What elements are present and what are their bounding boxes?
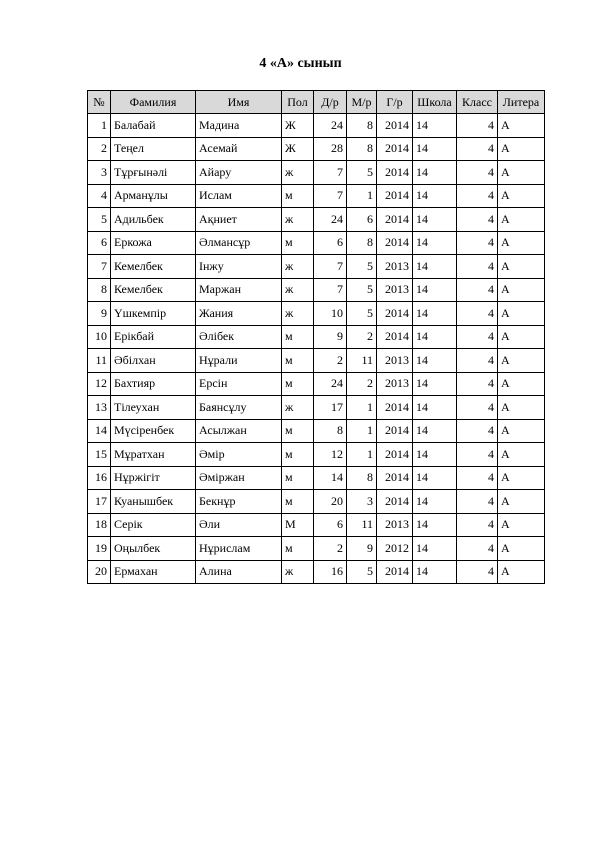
- cell-school: 14: [413, 372, 457, 396]
- cell-school: 14: [413, 255, 457, 279]
- cell-birth-day: 7: [314, 278, 347, 302]
- cell-school: 14: [413, 466, 457, 490]
- cell-name: Баянсұлу: [196, 396, 282, 420]
- cell-name: Ерсін: [196, 372, 282, 396]
- cell-name: Алина: [196, 560, 282, 584]
- cell-birth-day: 7: [314, 161, 347, 185]
- cell-number: 20: [88, 560, 111, 584]
- cell-birth-day: 20: [314, 490, 347, 514]
- cell-letter: А: [498, 255, 545, 279]
- cell-birth-month: 8: [347, 137, 377, 161]
- cell-sex: м: [282, 490, 314, 514]
- cell-birth-day: 7: [314, 255, 347, 279]
- cell-letter: А: [498, 419, 545, 443]
- cell-birth-year: 2013: [377, 372, 413, 396]
- table-row: [88, 137, 545, 161]
- cell-class: 4: [457, 419, 498, 443]
- cell-letter: А: [498, 396, 545, 420]
- cell-class: 4: [457, 184, 498, 208]
- cell-number: 3: [88, 161, 111, 185]
- cell-class: 4: [457, 208, 498, 232]
- cell-number: 6: [88, 231, 111, 255]
- cell-birth-month: 5: [347, 278, 377, 302]
- cell-sex: м: [282, 349, 314, 373]
- cell-number: 2: [88, 137, 111, 161]
- cell-birth-month: 5: [347, 255, 377, 279]
- cell-letter: А: [498, 302, 545, 326]
- cell-class: 4: [457, 537, 498, 561]
- cell-name: Әлмансұр: [196, 231, 282, 255]
- cell-school: 14: [413, 302, 457, 326]
- cell-name: Асылжан: [196, 419, 282, 443]
- cell-birth-month: 11: [347, 513, 377, 537]
- cell-birth-day: 9: [314, 325, 347, 349]
- cell-name: Асемай: [196, 137, 282, 161]
- cell-class: 4: [457, 137, 498, 161]
- table-row: [88, 349, 545, 373]
- cell-birth-year: 2014: [377, 137, 413, 161]
- cell-number: 8: [88, 278, 111, 302]
- cell-name: Айару: [196, 161, 282, 185]
- cell-sex: м: [282, 372, 314, 396]
- cell-birth-day: 2: [314, 349, 347, 373]
- cell-name: Нұрали: [196, 349, 282, 373]
- cell-birth-day: 24: [314, 208, 347, 232]
- table-row: [88, 396, 545, 420]
- cell-letter: А: [498, 537, 545, 561]
- cell-birth-year: 2014: [377, 443, 413, 467]
- cell-class: 4: [457, 325, 498, 349]
- cell-number: 18: [88, 513, 111, 537]
- cell-school: 14: [413, 278, 457, 302]
- cell-sex: ж: [282, 255, 314, 279]
- cell-surname: Тілеухан: [111, 396, 196, 420]
- cell-name: Нұрислам: [196, 537, 282, 561]
- cell-birth-month: 8: [347, 231, 377, 255]
- cell-birth-day: 12: [314, 443, 347, 467]
- cell-sex: м: [282, 466, 314, 490]
- cell-sex: Ж: [282, 114, 314, 138]
- cell-class: 4: [457, 255, 498, 279]
- cell-name: Әли: [196, 513, 282, 537]
- cell-birth-year: 2014: [377, 396, 413, 420]
- table-body: [88, 114, 545, 584]
- cell-letter: А: [498, 161, 545, 185]
- cell-sex: М: [282, 513, 314, 537]
- cell-sex: ж: [282, 208, 314, 232]
- cell-surname: Тұрғынәлі: [111, 161, 196, 185]
- cell-birth-day: 6: [314, 231, 347, 255]
- cell-birth-year: 2014: [377, 184, 413, 208]
- cell-surname: Серік: [111, 513, 196, 537]
- table-row: [88, 302, 545, 326]
- cell-name: Жания: [196, 302, 282, 326]
- cell-birth-month: 5: [347, 560, 377, 584]
- cell-name: Әлібек: [196, 325, 282, 349]
- cell-birth-year: 2012: [377, 537, 413, 561]
- cell-class: 4: [457, 560, 498, 584]
- header-birth-day: Д/р: [314, 91, 347, 114]
- cell-school: 14: [413, 161, 457, 185]
- cell-letter: А: [498, 443, 545, 467]
- cell-school: 14: [413, 349, 457, 373]
- cell-name: Ақниет: [196, 208, 282, 232]
- cell-birth-day: 6: [314, 513, 347, 537]
- cell-name: Мадина: [196, 114, 282, 138]
- cell-sex: м: [282, 419, 314, 443]
- cell-birth-year: 2014: [377, 114, 413, 138]
- cell-surname: Адильбек: [111, 208, 196, 232]
- cell-name: Інжу: [196, 255, 282, 279]
- cell-surname: Әбілхан: [111, 349, 196, 373]
- cell-school: 14: [413, 419, 457, 443]
- student-table: [87, 90, 545, 584]
- cell-letter: А: [498, 349, 545, 373]
- cell-sex: м: [282, 184, 314, 208]
- cell-birth-day: 16: [314, 560, 347, 584]
- cell-class: 4: [457, 466, 498, 490]
- header-name: Имя: [196, 91, 282, 114]
- table-row: [88, 537, 545, 561]
- header-class: Класс: [457, 91, 498, 114]
- cell-surname: Еркожа: [111, 231, 196, 255]
- cell-birth-year: 2014: [377, 302, 413, 326]
- cell-school: 14: [413, 396, 457, 420]
- table-header-row: [88, 91, 545, 114]
- cell-birth-year: 2014: [377, 231, 413, 255]
- cell-name: Әмір: [196, 443, 282, 467]
- cell-school: 14: [413, 208, 457, 232]
- cell-surname: Мұратхан: [111, 443, 196, 467]
- cell-birth-year: 2014: [377, 325, 413, 349]
- cell-name: Маржан: [196, 278, 282, 302]
- header-letter: Литера: [498, 91, 545, 114]
- cell-birth-month: 2: [347, 372, 377, 396]
- cell-letter: А: [498, 372, 545, 396]
- cell-sex: м: [282, 231, 314, 255]
- table-row: [88, 325, 545, 349]
- cell-birth-month: 1: [347, 443, 377, 467]
- cell-school: 14: [413, 537, 457, 561]
- cell-number: 11: [88, 349, 111, 373]
- cell-school: 14: [413, 231, 457, 255]
- cell-school: 14: [413, 560, 457, 584]
- cell-class: 4: [457, 443, 498, 467]
- cell-letter: А: [498, 184, 545, 208]
- header-surname: Фамилия: [111, 91, 196, 114]
- table-row: [88, 231, 545, 255]
- cell-number: 1: [88, 114, 111, 138]
- cell-surname: Ермахан: [111, 560, 196, 584]
- cell-surname: Кемелбек: [111, 278, 196, 302]
- cell-letter: А: [498, 513, 545, 537]
- cell-birth-month: 1: [347, 396, 377, 420]
- cell-birth-month: 2: [347, 325, 377, 349]
- cell-birth-month: 6: [347, 208, 377, 232]
- cell-number: 9: [88, 302, 111, 326]
- cell-letter: А: [498, 137, 545, 161]
- table-row: [88, 419, 545, 443]
- cell-birth-day: 10: [314, 302, 347, 326]
- table-row: [88, 372, 545, 396]
- table-row: [88, 161, 545, 185]
- table-row: [88, 443, 545, 467]
- cell-birth-month: 11: [347, 349, 377, 373]
- cell-birth-month: 5: [347, 302, 377, 326]
- cell-surname: Арманұлы: [111, 184, 196, 208]
- cell-birth-month: 1: [347, 419, 377, 443]
- cell-letter: А: [498, 278, 545, 302]
- cell-sex: ж: [282, 161, 314, 185]
- cell-number: 19: [88, 537, 111, 561]
- cell-class: 4: [457, 372, 498, 396]
- cell-birth-month: 1: [347, 184, 377, 208]
- cell-birth-year: 2014: [377, 161, 413, 185]
- cell-birth-day: 17: [314, 396, 347, 420]
- cell-class: 4: [457, 114, 498, 138]
- cell-surname: Теңел: [111, 137, 196, 161]
- cell-sex: м: [282, 325, 314, 349]
- cell-birth-day: 24: [314, 114, 347, 138]
- cell-birth-month: 3: [347, 490, 377, 514]
- cell-surname: Үшкемпір: [111, 302, 196, 326]
- cell-name: Бекнұр: [196, 490, 282, 514]
- cell-class: 4: [457, 396, 498, 420]
- cell-sex: ж: [282, 560, 314, 584]
- header-birth-month: М/р: [347, 91, 377, 114]
- cell-birth-year: 2014: [377, 466, 413, 490]
- cell-surname: Бахтияр: [111, 372, 196, 396]
- cell-surname: Кемелбек: [111, 255, 196, 279]
- cell-birth-day: 7: [314, 184, 347, 208]
- cell-number: 16: [88, 466, 111, 490]
- cell-number: 13: [88, 396, 111, 420]
- table-row: [88, 466, 545, 490]
- page-title: 4 «А» сынып: [259, 56, 342, 71]
- header-birth-year: Г/р: [377, 91, 413, 114]
- cell-sex: м: [282, 537, 314, 561]
- cell-letter: А: [498, 560, 545, 584]
- cell-birth-year: 2014: [377, 490, 413, 514]
- cell-class: 4: [457, 161, 498, 185]
- cell-surname: Мүсіренбек: [111, 419, 196, 443]
- cell-class: 4: [457, 349, 498, 373]
- cell-birth-year: 2014: [377, 208, 413, 232]
- table-row: [88, 278, 545, 302]
- cell-number: 15: [88, 443, 111, 467]
- cell-birth-year: 2013: [377, 513, 413, 537]
- cell-class: 4: [457, 513, 498, 537]
- cell-letter: А: [498, 231, 545, 255]
- cell-letter: А: [498, 466, 545, 490]
- table-row: [88, 490, 545, 514]
- cell-birth-month: 5: [347, 161, 377, 185]
- cell-school: 14: [413, 325, 457, 349]
- cell-sex: ж: [282, 396, 314, 420]
- cell-birth-month: 8: [347, 466, 377, 490]
- cell-birth-day: 24: [314, 372, 347, 396]
- cell-class: 4: [457, 302, 498, 326]
- table-row: [88, 184, 545, 208]
- cell-birth-year: 2014: [377, 560, 413, 584]
- cell-birth-day: 14: [314, 466, 347, 490]
- cell-sex: м: [282, 443, 314, 467]
- table-row: [88, 513, 545, 537]
- table-row: [88, 114, 545, 138]
- cell-school: 14: [413, 114, 457, 138]
- cell-number: 14: [88, 419, 111, 443]
- cell-letter: А: [498, 114, 545, 138]
- header-school: Школа: [413, 91, 457, 114]
- cell-number: 7: [88, 255, 111, 279]
- cell-surname: Оңылбек: [111, 537, 196, 561]
- cell-letter: А: [498, 490, 545, 514]
- cell-surname: Балабай: [111, 114, 196, 138]
- cell-letter: А: [498, 325, 545, 349]
- cell-birth-day: 8: [314, 419, 347, 443]
- cell-birth-month: 9: [347, 537, 377, 561]
- header-number: №: [88, 91, 111, 114]
- cell-number: 17: [88, 490, 111, 514]
- cell-name: Әміржан: [196, 466, 282, 490]
- cell-letter: А: [498, 208, 545, 232]
- cell-school: 14: [413, 443, 457, 467]
- cell-class: 4: [457, 278, 498, 302]
- cell-school: 14: [413, 184, 457, 208]
- cell-sex: Ж: [282, 137, 314, 161]
- cell-number: 4: [88, 184, 111, 208]
- cell-name: Ислам: [196, 184, 282, 208]
- table-row: [88, 560, 545, 584]
- cell-sex: ж: [282, 278, 314, 302]
- header-sex: Пол: [282, 91, 314, 114]
- cell-class: 4: [457, 231, 498, 255]
- cell-birth-year: 2014: [377, 419, 413, 443]
- cell-class: 4: [457, 490, 498, 514]
- cell-school: 14: [413, 490, 457, 514]
- cell-surname: Куанышбек: [111, 490, 196, 514]
- cell-birth-month: 8: [347, 114, 377, 138]
- cell-surname: Ерікбай: [111, 325, 196, 349]
- table-row: [88, 208, 545, 232]
- cell-school: 14: [413, 513, 457, 537]
- table-row: [88, 255, 545, 279]
- cell-birth-day: 28: [314, 137, 347, 161]
- cell-school: 14: [413, 137, 457, 161]
- cell-birth-day: 2: [314, 537, 347, 561]
- cell-birth-year: 2013: [377, 278, 413, 302]
- cell-number: 10: [88, 325, 111, 349]
- cell-number: 12: [88, 372, 111, 396]
- cell-birth-year: 2013: [377, 255, 413, 279]
- cell-sex: ж: [282, 302, 314, 326]
- cell-birth-year: 2013: [377, 349, 413, 373]
- cell-number: 5: [88, 208, 111, 232]
- cell-surname: Нұржігіт: [111, 466, 196, 490]
